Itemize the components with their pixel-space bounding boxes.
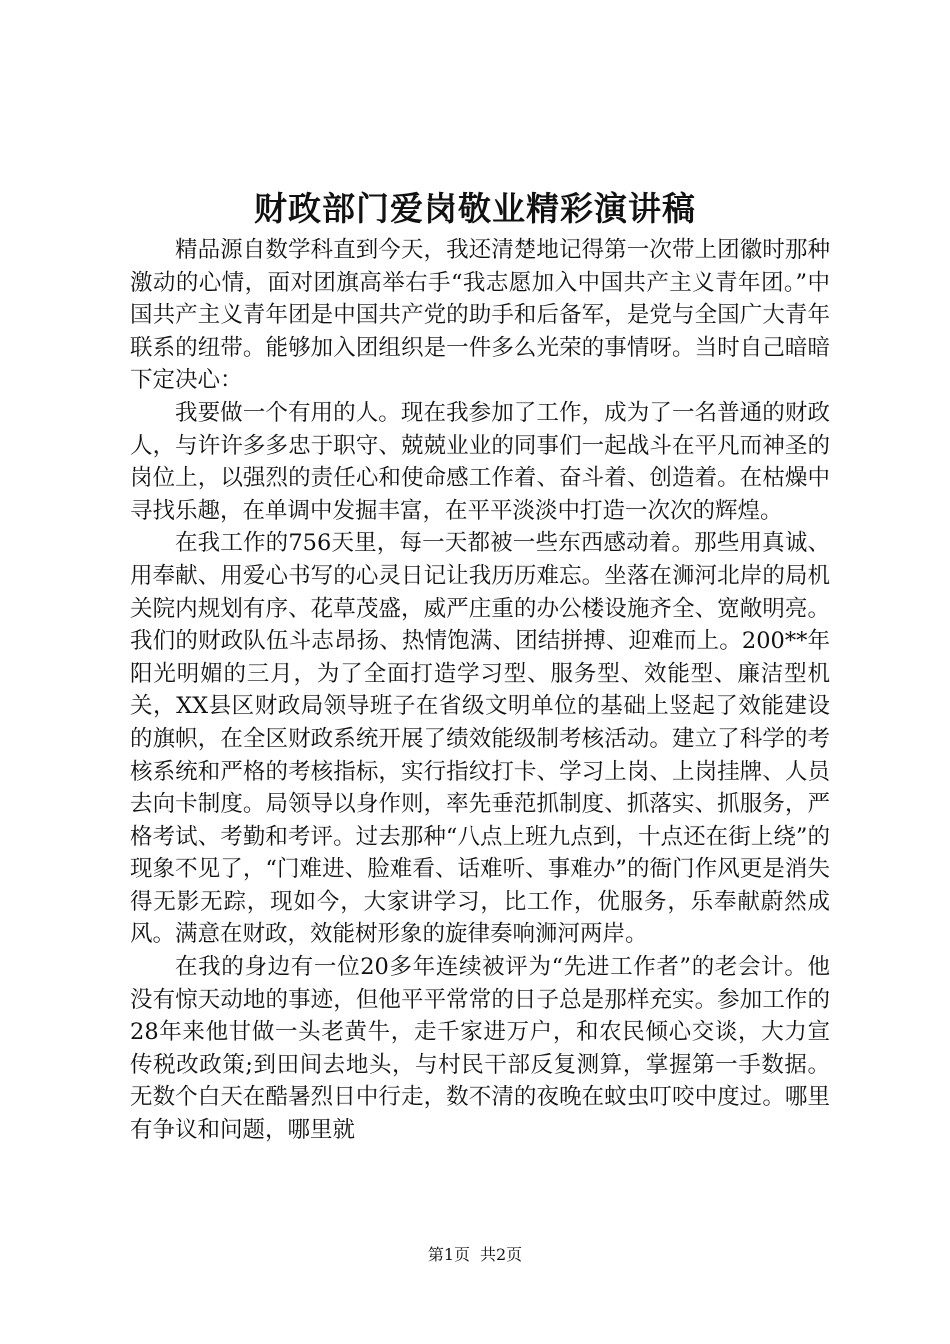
page-footer — [0, 1243, 950, 1267]
paragraph: 我要做一个有用的人。现在我参加了工作，成为了一名普通的财政人，与许许多多忠于职守、兢兢业业的同事们一起战斗在平凡而神圣的岗位上，以强烈的责任心和使命感工作着、奋斗着、创造着。在枯燥中寻找乐趣，在单调中发掘丰富，在平平淡淡中打造一次次的辉煌。 — [130, 399, 830, 524]
page-count: 共2页 — [480, 1245, 523, 1264]
paragraph: 在我工作的756天里，每一天都被一些东西感动着。那些用真诚、用奉献、用爱心书写的心灵日记让我历历难忘。坐落在浉河北岸的局机关院内规划有序、花草茂盛，威严庄重的办公楼设施齐全、宽敞明亮。我们的财政队伍斗志昂扬、热情饱满、团结拼搏、迎难而上。200**年阳光明媚的三月，为了全面打造学习型、服务型、效能型、廉洁型机关，XX县区财政局领导班子在省级文明单位的基础上竖起了效能建设的旗帜，在全区财政系统开展了绩效能级制考核活动。建立了科学的考核系统和严格的考核指标，实行指纹打卡、学习上岗、上岗挂牌、人员去向卡制度。局领导以身作则，率先垂范抓制度、抓落实、抓服务，严格考试、考勤和考评。过去那种“八点上班九点到，十点还在街上绕”的现象不见了，“门难进、脸难看、话难听、事难办”的衙门作风更是消失得无影无踪，现如今，大家讲学习，比工作，优服务，乐奉献蔚然成风。满意在财政，效能树形象的旋律奏响浉河两岸。 — [130, 530, 830, 948]
document-title: 财政部门爱岗敬业精彩演讲稿 — [254, 189, 696, 228]
document-body — [130, 234, 830, 1147]
paragraph: 在我的身边有一位20多年连续被评为“先进工作者”的老会计。他没有惊天动地的事迹，但他平平常常的日子总是那样充实。参加工作的28年来他甘做一头老黄牛，走千家进万户，和农民倾心交谈，大力宣传税改政策;到田间去地头，与村民干部反复测算，掌握第一手数据。无数个白天在酷暑烈日中行走，数不清的夜晚在蚊虫叮咬中度过。哪里有争议和问题，哪里就 — [130, 954, 830, 1144]
page-number: 第1页 — [427, 1245, 470, 1264]
paragraph: 精品源自数学科直到今天，我还清楚地记得第一次带上团徽时那种激动的心情，面对团旗高举右手“我志愿加入中国共产主义青年团。”中国共产主义青年团是中国共产党的助手和后备军，是党与全国广大青年联系的纽带。能够加入团组织是一件多么光荣的事情呀。当时自己暗暗下定决心： — [130, 237, 830, 394]
